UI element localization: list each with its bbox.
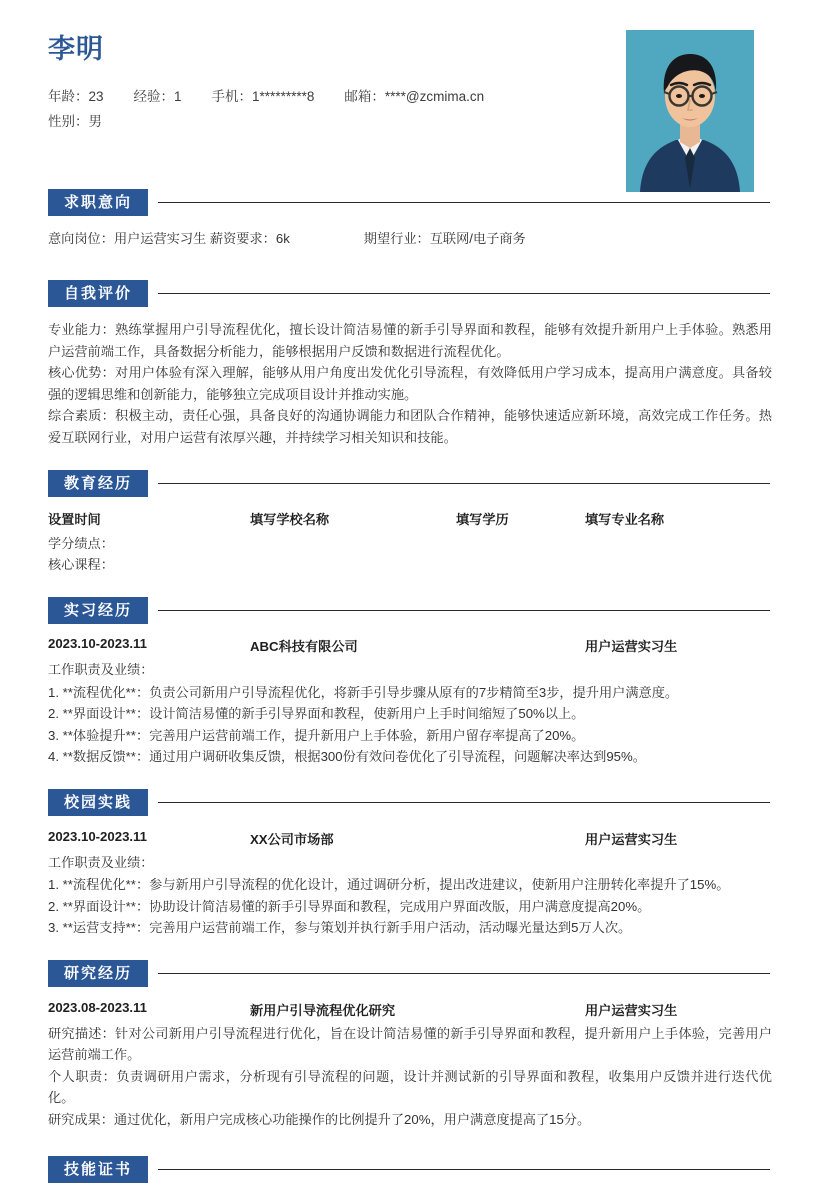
section-header-job-intent	[48, 185, 772, 219]
section-header-self-evaluation	[48, 276, 772, 310]
gender-value: 男	[88, 114, 102, 129]
section-title-education: 教育经历	[48, 470, 148, 497]
education-gpa-label: 学分绩点：	[48, 536, 114, 551]
self-evaluation-paragraph: 综合素质：积极主动，责任心强，具备良好的沟通协调能力和团队合作精神，能够快速适应新环境，高效完成工作任务。热爱互联网行业，对用户运营有浓厚兴趣，并持续学习相关知识和技能。	[48, 408, 772, 445]
gender-label: 性别：	[48, 114, 89, 129]
internship-role: 用户运营实习生	[585, 639, 678, 654]
section-header-research	[48, 957, 772, 991]
section-skills	[48, 1152, 772, 1186]
experience-value: 1	[174, 89, 182, 104]
research-entry-header	[48, 1000, 772, 1023]
section-rule	[158, 973, 770, 974]
list-item: 1. **流程优化**：负责公司新用户引导流程优化，将新手引导步骤从原有的7步精简至3步，提升用户满意度。	[48, 684, 679, 700]
section-internship	[48, 593, 772, 772]
avatar	[626, 30, 754, 192]
section-rule	[158, 483, 770, 484]
section-rule	[158, 610, 770, 611]
education-column-major: 填写专业名称	[585, 512, 665, 527]
page-title: 李明	[48, 34, 104, 64]
intent-industry-label: 期望行业：	[363, 231, 430, 246]
list-item: 2. **界面设计**：设计简洁易懂的新手引导界面和教程，使新用户上手时间缩短了50%以上。	[48, 706, 585, 721]
internship-period: 2023.10-2023.11	[48, 636, 148, 651]
self-evaluation-paragraph: 核心优势：对用户体验有深入理解，能够从用户角度出发优化引导流程，有效降低用户学习成本，提高用户满意度。具备较强的逻辑思维和创新能力，能够独立完成项目设计并推动实施。	[48, 365, 772, 402]
education-details	[48, 531, 772, 575]
campus-subtitle: 工作职责及业绩：	[48, 854, 154, 870]
research-topic: 新用户引导流程优化研究	[250, 1002, 396, 1018]
research-role: 用户运营实习生	[585, 1002, 678, 1018]
self-evaluation-paragraph: 专业能力：熟练掌握用户引导流程优化，擅长设计简洁易懂的新手引导界面和教程，能够有效提升新用户上手体验。熟悉用户运营前端工作，具备数据分析能力，能够根据用户反馈和数据进行流程优化。	[48, 322, 772, 359]
email-value: ****@zcmima.cn	[384, 89, 485, 104]
intent-position-label: 意向岗位：	[48, 231, 114, 246]
section-rule	[158, 202, 770, 203]
list-item: 3. **运营支持**：完善用户运营前端工作，参与策划并执行新手用户活动，活动曝光量达到5万人次。	[48, 920, 632, 935]
section-rule	[158, 802, 770, 803]
section-header-skills	[48, 1152, 772, 1186]
education-columns	[48, 509, 772, 531]
section-header-internship	[48, 593, 772, 627]
section-title-skills: 技能证书	[48, 1156, 148, 1183]
internship-company: ABC科技有限公司	[250, 639, 358, 654]
age-label: 年龄：	[48, 89, 89, 104]
email-label: 邮箱：	[344, 89, 385, 104]
campus-period: 2023.10-2023.11	[48, 828, 148, 844]
section-campus-practice	[48, 786, 772, 943]
section-title-campus-practice: 校园实践	[48, 789, 148, 816]
intent-industry-value: 互联网/电子商务	[429, 231, 526, 246]
section-title-research: 研究经历	[48, 960, 148, 987]
list-item: 3. **体验提升**：完善用户运营前端工作，提升新用户上手体验，新用户留存率提高了20%。	[48, 727, 585, 743]
section-job-intent	[48, 185, 772, 260]
section-education	[48, 466, 772, 579]
section-title-self-evaluation: 自我评价	[48, 280, 148, 307]
research-description: 研究描述：针对公司新用户引导流程进行优化，旨在设计简洁易懂的新手引导界面和教程，提升新用户上手体验，完善用户运营前端工作。	[48, 1025, 772, 1062]
education-column-time: 设置时间	[48, 512, 101, 527]
resume-header	[48, 0, 772, 185]
education-column-school: 填写学校名称	[250, 512, 330, 527]
section-header-campus-practice	[48, 786, 772, 820]
job-intent-row	[48, 228, 772, 256]
age-value: 23	[88, 89, 104, 104]
campus-role: 用户运营实习生	[585, 831, 678, 847]
section-header-education	[48, 466, 772, 500]
intent-salary-label: 薪资要求：	[209, 231, 276, 246]
campus-company: XX公司市场部	[250, 831, 334, 847]
internship-bullets	[48, 681, 772, 768]
phone-value: 1*********8	[252, 89, 315, 104]
section-title-job-intent: 求职意向	[48, 189, 148, 216]
research-period: 2023.08-2023.11	[48, 999, 148, 1015]
section-self-evaluation	[48, 276, 772, 452]
experience-label: 经验：	[133, 89, 175, 104]
research-result: 研究成果：通过优化，新用户完成核心功能操作的比例提升了20%，用户满意度提高了15分。	[48, 1111, 591, 1127]
list-item: 1. **流程优化**：参与新用户引导流程的优化设计，通过调研分析，提出改进建议，使新用户注册转化率提升了15%。	[48, 877, 730, 892]
phone-label: 手机：	[211, 89, 253, 104]
list-item: 4. **数据反馈**：通过用户调研收集反馈，根据300份有效问卷优化了引导流程，问题解决率达到95%。	[48, 749, 646, 764]
internship-entry-header	[48, 636, 772, 659]
intent-position-value: 用户运营实习生	[113, 231, 207, 246]
education-courses-label: 核心课程：	[48, 557, 114, 572]
list-item: 2. **界面设计**：协助设计简洁易懂的新手引导界面和教程，完成用户界面改版，用户满意度提高20%。	[48, 898, 651, 914]
section-rule	[158, 1169, 770, 1170]
campus-bullets	[48, 873, 772, 939]
section-research	[48, 957, 772, 1135]
section-rule	[158, 293, 770, 294]
campus-entry-header	[48, 829, 772, 852]
internship-subtitle: 工作职责及业绩：	[48, 662, 154, 677]
section-title-internship: 实习经历	[48, 597, 148, 624]
research-responsibility: 个人职责：负责调研用户需求，分析现有引导流程的问题，设计并测试新的引导界面和教程，收集用户反馈并进行迭代优化。	[48, 1068, 772, 1105]
education-column-degree: 填写学历	[456, 512, 509, 527]
intent-salary-value: 6k	[275, 231, 290, 246]
